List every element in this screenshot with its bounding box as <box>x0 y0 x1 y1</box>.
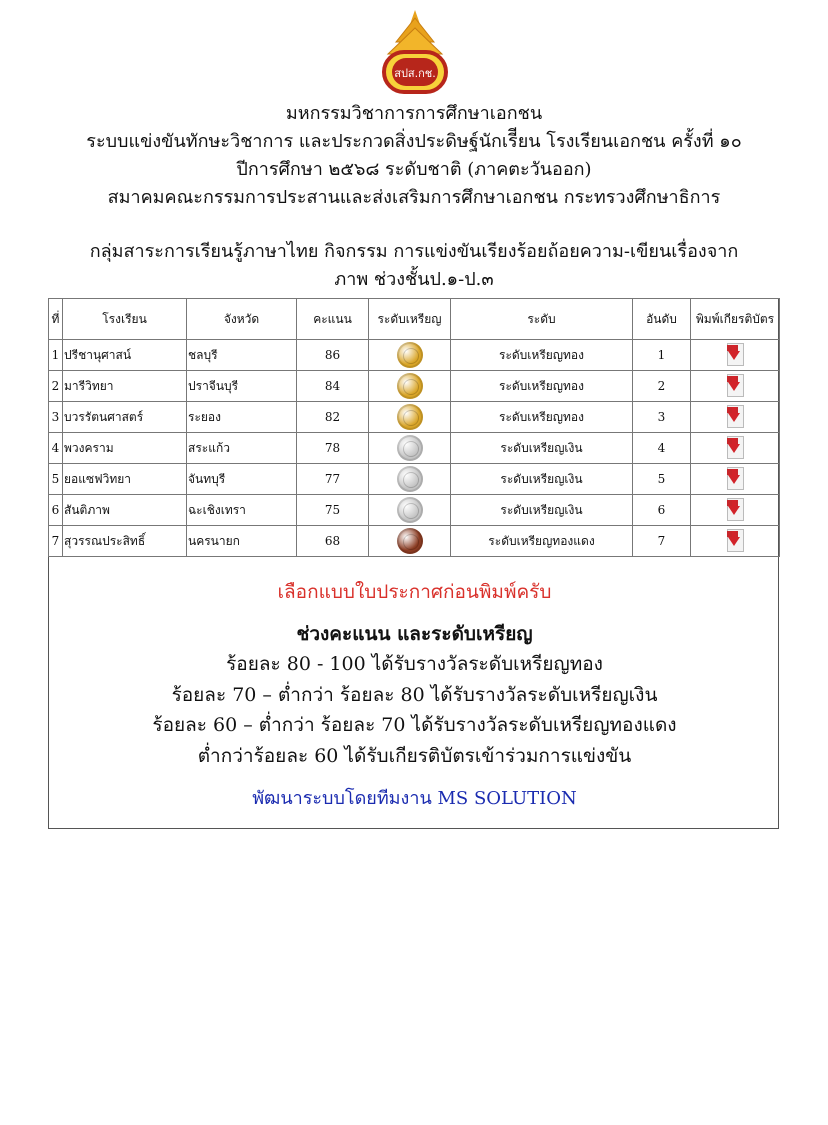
developer-credit: พัฒนาระบบโดยทีมงาน MS SOLUTION <box>252 788 577 809</box>
score-value: 75 <box>297 495 369 526</box>
score-value: 84 <box>297 371 369 402</box>
medal-cell <box>369 464 451 495</box>
pdf-download-icon[interactable] <box>725 529 745 553</box>
bronze-medal-icon <box>397 528 423 554</box>
range-silver: ร้อยละ 70 – ต่ำกว่า ร้อยละ 80 ได้รับรางวัลระดับเหรียญเงิน <box>171 683 658 706</box>
medal-cell <box>369 340 451 371</box>
score-value: 82 <box>297 402 369 433</box>
pdf-download-icon[interactable] <box>725 343 745 367</box>
range-participation: ต่ำกว่าร้อยละ 60 ได้รับเกียรติบัตรเข้าร่วมการแข่งขัน <box>197 744 632 767</box>
level-text: ระดับเหรียญทอง <box>451 340 633 371</box>
row-number: 1 <box>49 340 63 371</box>
pdf-download-icon[interactable] <box>725 467 745 491</box>
header-medal: ระดับเหรียญ <box>369 299 451 340</box>
print-cell <box>691 402 780 433</box>
rank-value: 1 <box>633 340 691 371</box>
medal-cell <box>369 371 451 402</box>
score-value: 78 <box>297 433 369 464</box>
school-name: สุวรรณประสิทธิ์ <box>63 526 187 557</box>
medal-cell <box>369 495 451 526</box>
range-bronze: ร้อยละ 60 – ต่ำกว่า ร้อยละ 70 ได้รับรางวัลระดับเหรียญทองแดง <box>152 714 677 736</box>
gold-medal-icon <box>397 373 423 399</box>
silver-medal-icon <box>397 497 423 523</box>
activity-line-1: กลุ่มสาระการเรียนรู้ภาษาไทย กิจกรรม การแข่งขันเรียงร้อยถ้อยความ-เขียนเรื่องจาก <box>89 241 739 262</box>
header-line-2: ระบบแข่งขันทักษะวิชาการ และประกวดสิ่งประดิษฐ์นักเรีียน โรงเรียนเอกชน ครั้งที่ ๑๐ <box>86 131 742 152</box>
pdf-download-icon[interactable] <box>725 436 745 460</box>
range-gold: ร้อยละ 80 - 100 ได้รับรางวัลระดับเหรียญทอง <box>226 653 603 675</box>
activity-line-2: ภาพ ช่วงชั้นป.๑-ป.๓ <box>334 269 494 290</box>
page-header <box>0 100 828 212</box>
score-value: 77 <box>297 464 369 495</box>
results-table <box>48 298 780 557</box>
province-name: สระแก้ว <box>187 433 297 464</box>
header-print-certificate: พิมพ์เกียรติบัตร <box>691 299 780 340</box>
header-line-4: สมาคมคณะกรรมการประสานและส่งเสริมการศึกษาเอกชน กระทรวงศึกษาธิการ <box>107 187 721 208</box>
medal-cell <box>369 526 451 557</box>
print-cell <box>691 433 780 464</box>
school-name: มารีวิทยา <box>63 371 187 402</box>
rank-value: 2 <box>633 371 691 402</box>
print-cell <box>691 495 780 526</box>
province-name: จันทบุรี <box>187 464 297 495</box>
table-row <box>49 433 780 464</box>
header-line-1: มหกรรมวิชาการการศึกษาเอกชน <box>285 103 543 124</box>
header-line-3: ปีการศึกษา ๒๕๖๘ ระดับชาติ (ภาคตะวันออก) <box>236 159 592 180</box>
table-header-row <box>49 299 780 340</box>
table-row <box>49 371 780 402</box>
school-name: ปรีชานุศาสน์ <box>63 340 187 371</box>
pdf-download-icon[interactable] <box>725 498 745 522</box>
header-province: จังหวัด <box>187 299 297 340</box>
rank-value: 3 <box>633 402 691 433</box>
medal-cell <box>369 433 451 464</box>
row-number: 7 <box>49 526 63 557</box>
gold-medal-icon <box>397 404 423 430</box>
header-level: ระดับ <box>451 299 633 340</box>
activity-title <box>0 238 828 294</box>
rank-value: 5 <box>633 464 691 495</box>
school-name: สันติภาพ <box>63 495 187 526</box>
province-name: ปราจีนบุรี <box>187 371 297 402</box>
school-name: บวรรัตนศาสตร์ <box>63 402 187 433</box>
header-rank: อันดับ <box>633 299 691 340</box>
row-number: 6 <box>49 495 63 526</box>
score-value: 86 <box>297 340 369 371</box>
logo-text: สปส.กช. <box>394 67 436 80</box>
rank-value: 7 <box>633 526 691 557</box>
silver-medal-icon <box>397 466 423 492</box>
level-text: ระดับเหรียญเงิน <box>451 433 633 464</box>
rank-value: 4 <box>633 433 691 464</box>
header-no: ที่ <box>49 299 63 340</box>
notice-area <box>49 577 780 813</box>
school-name: ยอแซฟวิทยา <box>63 464 187 495</box>
province-name: ชลบุรี <box>187 340 297 371</box>
table-row <box>49 402 780 433</box>
results-panel <box>48 298 779 829</box>
pdf-download-icon[interactable] <box>725 374 745 398</box>
score-value: 68 <box>297 526 369 557</box>
gold-medal-icon <box>397 342 423 368</box>
rank-value: 6 <box>633 495 691 526</box>
level-text: ระดับเหรียญเงิน <box>451 495 633 526</box>
level-text: ระดับเหรียญทองแดง <box>451 526 633 557</box>
table-row <box>49 340 780 371</box>
school-name: พวงคราม <box>63 433 187 464</box>
row-number: 2 <box>49 371 63 402</box>
level-text: ระดับเหรียญทอง <box>451 402 633 433</box>
score-range-title: ช่วงคะแนน และระดับเหรียญ <box>296 623 533 645</box>
association-logo <box>370 8 460 96</box>
province-name: ระยอง <box>187 402 297 433</box>
province-name: นครนายก <box>187 526 297 557</box>
table-row <box>49 495 780 526</box>
row-number: 5 <box>49 464 63 495</box>
silver-medal-icon <box>397 435 423 461</box>
pdf-download-icon[interactable] <box>725 405 745 429</box>
row-number: 3 <box>49 402 63 433</box>
row-number: 4 <box>49 433 63 464</box>
select-template-link[interactable]: เลือกแบบใบประกาศก่อนพิมพ์ครับ <box>277 581 552 603</box>
table-row <box>49 464 780 495</box>
header-school: โรงเรียน <box>63 299 187 340</box>
medal-cell <box>369 402 451 433</box>
print-cell <box>691 464 780 495</box>
print-cell <box>691 371 780 402</box>
print-cell <box>691 340 780 371</box>
header-score: คะแนน <box>297 299 369 340</box>
table-row <box>49 526 780 557</box>
province-name: ฉะเชิงเทรา <box>187 495 297 526</box>
level-text: ระดับเหรียญทอง <box>451 371 633 402</box>
level-text: ระดับเหรียญเงิน <box>451 464 633 495</box>
print-cell <box>691 526 780 557</box>
